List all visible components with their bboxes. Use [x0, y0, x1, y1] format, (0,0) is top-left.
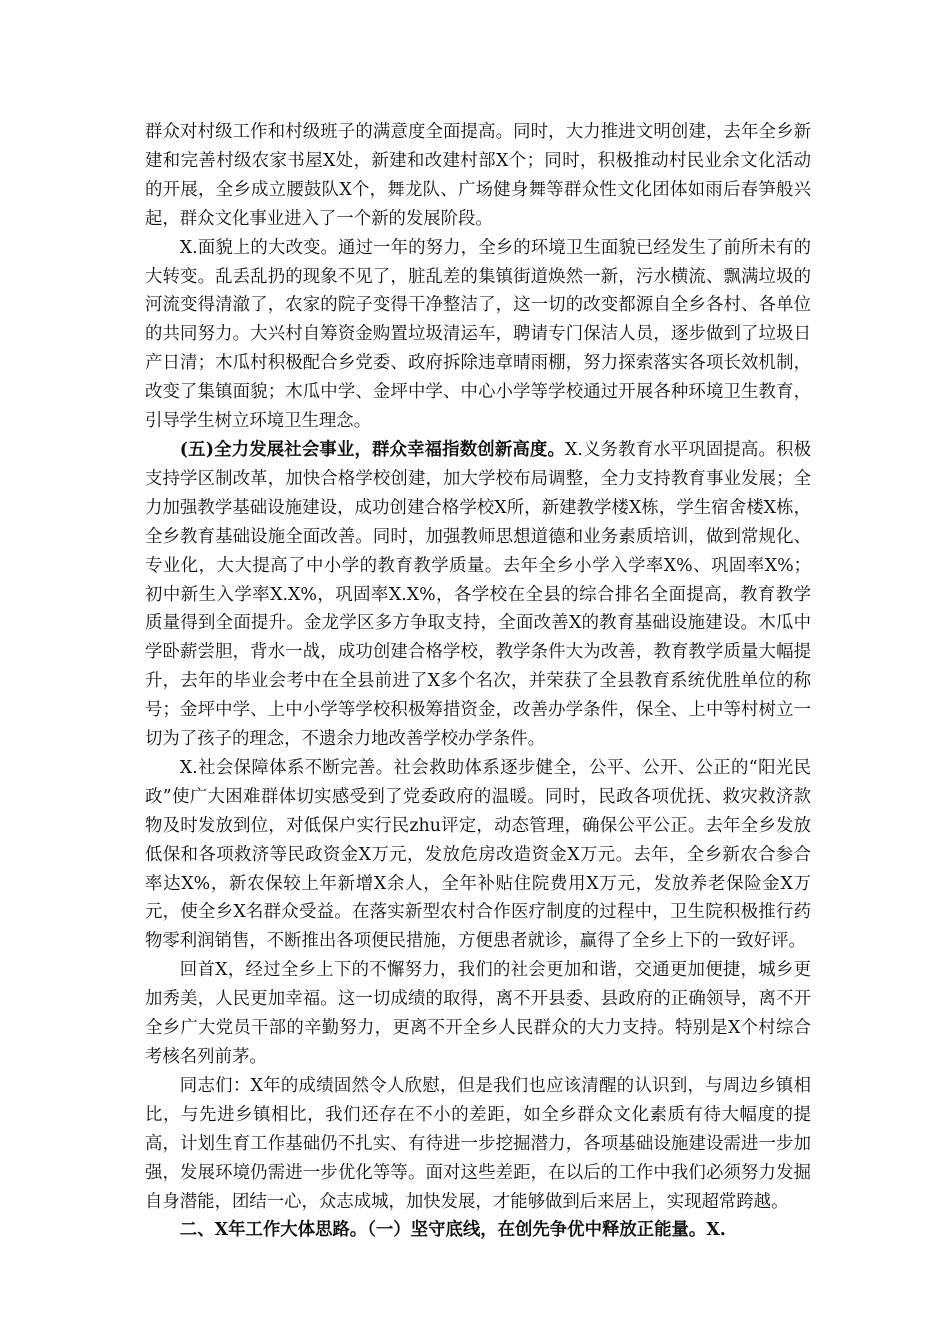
paragraph-social-security: X.社会保障体系不断完善。社会救助体系逐步健全，公平、公开、公正的“阳光民政”使广大困难群体切实感受到了党委政府的温暖。同时，民政各项优抚、救灾救济款物及时发放到位，对低保户实行民zhu评定，动态管理，确保公平公正。去年全乡发放低保和各项救济等民政资金X万元，发放危房改造资金X万元。去年，全乡新农合参合率达X%，新农保较上年新增X余人，全年补贴住院费用X万元，发放养老保险金X万元，使全乡X名群众受益。在落实新型农村合作医疗制度的过程中，卫生院积极推行药物零利润销售，不断推出各项便民措施，方便患者就诊，赢得了全乡上下的一致好评。 [145, 757, 811, 952]
paragraph-education-body: X.义务教育水平巩固提高。积极支持学区制改革，加快合格学校创建，加大学校布局调整，全力支持教育事业发展；全力加强教学基础设施建设，成功创建合格学校X所，新建教学楼X栋，学生宿舍楼X栋，全乡教育基础设施全面改善。同时，加强教师思想道德和业务素质培训，做到常规化、专业化，大大提高了中小学的教育教学质量。去年全乡小学入学率X%、巩固率X%；初中新生入学率X.X%，巩固率X.X%，各学校在全县的综合排名全面提高，教育教学质量得到全面提升。金龙学区多方争取支持，全面改善X的教育基础设施建设。木瓜中学卧薪尝胆，背水一战，成功创建合格学校，教学条件大为改善，教育教学质量大幅提升，去年的毕业会考中在全县前进了X多个名次，并荣获了全县教育系统优胜单位的称号；金坪中学、上中小学等学校积极筹措资金，改善办学条件，保全、上中等村树立一切为了孩子的理念，不遗余力地改善学校办学条件。 [145, 439, 811, 750]
paragraph-village-satisfaction: 群众对村级工作和村级班子的满意度全面提高。同时，大力推进文明创建，去年全乡新建和完善村级农家书屋X处，新建和改建村部X个；同时，积极推动村民业余文化活动的开展，全乡成立腰鼓队X个，舞龙队、广场健身舞等群众性文化团体如雨后春笋般兴起，群众文化事业进入了一个新的发展阶段。 [145, 122, 811, 229]
paragraph-environment-change: X.面貌上的大改变。通过一年的努力，全乡的环境卫生面貌已经发生了前所未有的大转变。乱丢乱扔的现象不见了，脏乱差的集镇街道焕然一新，污水横流、飘满垃圾的河流变得清澈了，农家的院子变得干净整洁了，这一切的改变都源自全乡各村、各单位的共同努力。大兴村自筹资金购置垃圾清运车，聘请专门保洁人员，逐步做到了垃圾日产日清；木瓜村积极配合乡党委、政府拆除违章晴雨棚，努力探索落实各项长效机制，改变了集镇面貌；木瓜中学、金坪中学、中心小学等学校通过开展各种环境卫生教育，引导学生树立环境卫生理念。 [145, 237, 811, 432]
section-heading-work-ideas: 二、X年工作大体思路。（一）坚守底线，在创先争优中释放正能量。X. [179, 1220, 726, 1241]
document-page [145, 118, 811, 1245]
paragraph-social-undertakings [145, 436, 811, 754]
paragraph-comrades: 同志们：X年的成绩固然令人欣慰，但是我们也应该清醒的认识到，与周边乡镇相比，与先进乡镇相比，我们还存在不小的差距，如全乡群众文化素质有待大幅度的提高，计划生育工作基础仍不扎实、有待进一步挖掘潜力，各项基础设施建设需进一步加强，发展环境仍需进一步优化等等。面对这些差距，在以后的工作中我们必须努力发掘自身潜能，团结一心，众志成城，加快发展，才能够做到后来居上，实现超常跨越。 [145, 1075, 811, 1212]
paragraph-review: 回首X，经过全乡上下的不懈努力，我们的社会更加和谐，交通更加便捷，城乡更加秀美，人民更加幸福。这一切成绩的取得，离不开县委、县政府的正确领导，离不开全乡广大党员干部的辛勤努力，更离不开全乡人民群众的大力支持。特别是X个村综合考核名列前茅。 [145, 960, 811, 1067]
section-heading-social-undertakings: (五)全力发展社会事业，群众幸福指数创新高度。 [179, 439, 565, 460]
